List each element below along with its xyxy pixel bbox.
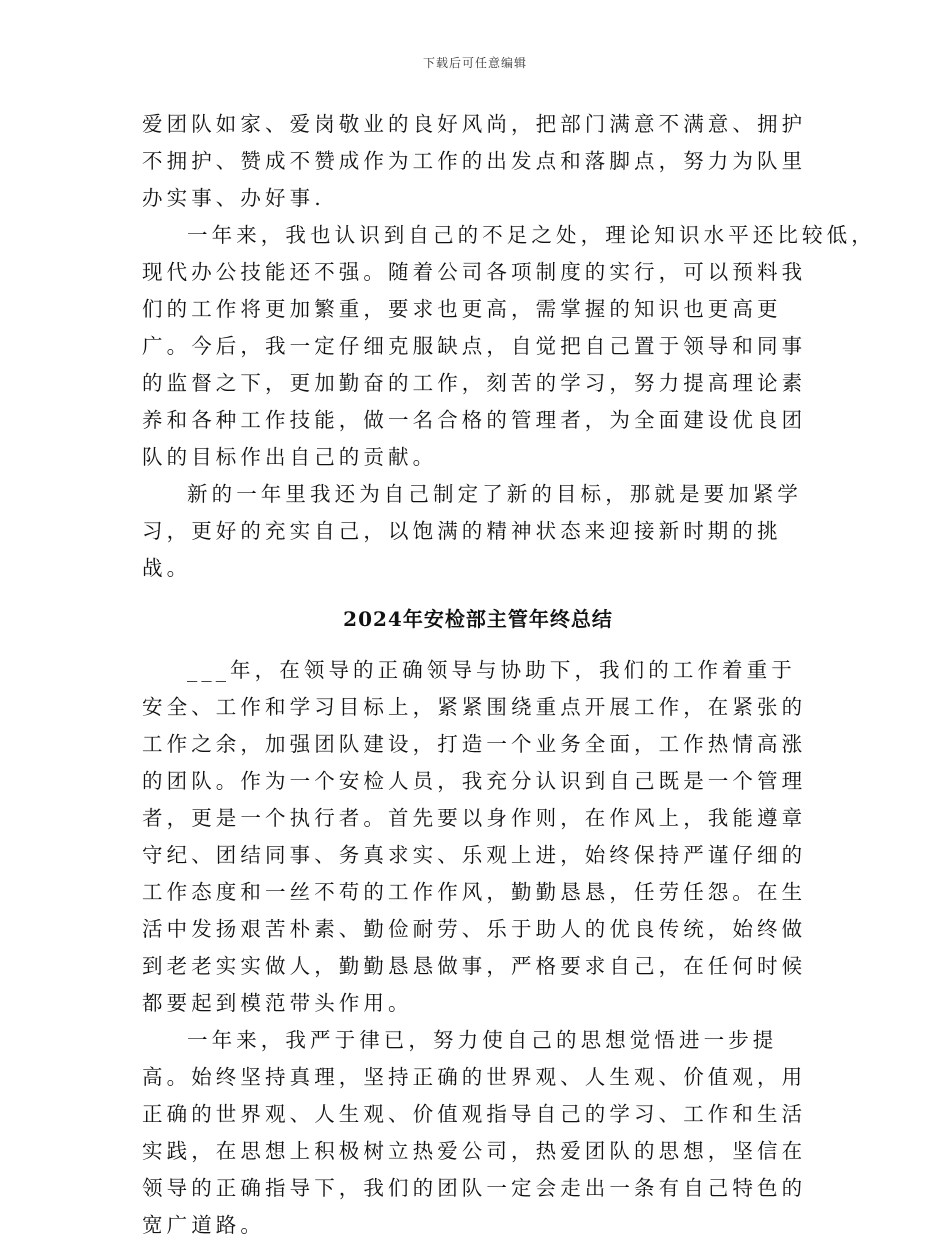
paragraph-team-spirit: 爱团队如家、爱岗敬业的良好风尚，把部门满意不满意、拥护不拥护、赞成不赞成作为工作的出发点和落脚点，努力为队里办实事、办好事. bbox=[142, 112, 807, 210]
paragraph-shortcomings-first-line: 一年来，我也认识到自己的不足之处，理论知识水平还比较低， bbox=[187, 223, 876, 247]
paragraph-shortcomings bbox=[142, 217, 876, 476]
section-title: 2024年安检部主管年终总结 bbox=[343, 607, 613, 631]
paragraph-new-goal: 新的一年里我还为自己制定了新的目标，那就是要加紧学习，更好的充实自己，以饱满的精神状态来迎接新时期的挑战。 bbox=[142, 482, 802, 580]
document-body bbox=[142, 106, 876, 1244]
paragraph-work-summary: ___年，在领导的正确领导与协助下，我们的工作着重于安全、工作和学习目标上，紧紧围绕重点开展工作，在紧张的工作之余，加强团队建设，打造一个业务全面，工作热情高涨的团队。作为一个安检人员，我充分认识到自己既是一个管理者，更是一个执行者。首先要以身作则，在作风上，我能遵章守纪、团结同事、务真求实、乐观上进，始终保持严谨仔细的工作态度和一丝不苟的工作作风，勤勤恳恳，任劳任怨。在生活中发扬艰苦朴素、勤俭耐劳、乐于助人的优良传统，始终做到老老实实做人，勤勤恳恳做事，严格要求自己，在任何时候都要起到模范带头作用。 bbox=[142, 658, 807, 1015]
paragraph-self-discipline: 一年来，我严于律已，努力使自己的思想觉悟进一步提高。始终坚持真理，坚持正确的世界观、人生观、价值观，用正确的世界观、人生观、价值观指导自己的学习、工作和生活实践，在思想上积极树立热爱公司，热爱团队的思想，坚信在领导的正确指导下，我们的团队一定会走出一条有自己特色的宽广道路。 bbox=[142, 1028, 807, 1237]
paragraph-shortcomings-rest: 现代办公技能还不强。随着公司各项制度的实行，可以预料我们的工作将更加繁重，要求也更高，需掌握的知识也更高更广。今后，我一定仔细克服缺点，自觉把自己置于领导和同事的监督之下，更加勤奋的工作，刻苦的学习，努力提高理论素养和各种工作技能，做一名合格的管理者，为全面建设优良团队的目标作出自己的贡献。 bbox=[142, 260, 807, 469]
header-note: 下载后可任意编辑 bbox=[422, 56, 527, 70]
